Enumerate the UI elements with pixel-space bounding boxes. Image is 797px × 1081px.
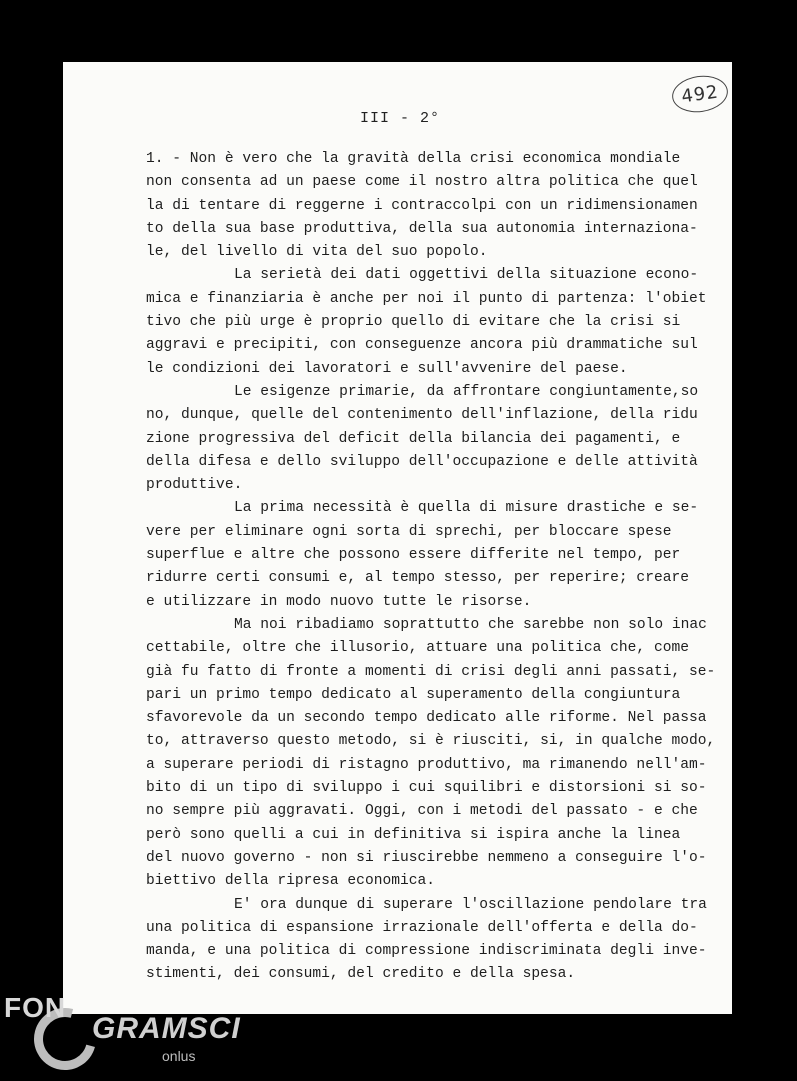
fondazione-gramsci-logo bbox=[0, 990, 241, 1080]
text-line: le, del livello di vita del suo popolo. bbox=[146, 244, 488, 261]
text-line: bito di un tipo di sviluppo i cui squilibri e distorsioni si so- bbox=[146, 780, 707, 797]
text-line: le condizioni dei lavoratori e sull'avvenire del paese. bbox=[146, 360, 628, 377]
text-line: no, dunque, quelle del contenimento dell'inflazione, della ridu bbox=[146, 407, 698, 424]
text-line: Ma noi ribadiamo soprattutto che sarebbe non solo inac bbox=[234, 616, 707, 633]
text-line: della difesa e dello sviluppo dell'occupazione e delle attività bbox=[146, 453, 698, 470]
text-line: produttive. bbox=[146, 477, 243, 494]
text-line: non consenta ad un paese come il nostro altra politica che quel bbox=[146, 174, 698, 191]
text-line: 1. - Non è vero che la gravità della crisi economica mondiale bbox=[146, 151, 681, 167]
text-line: to, attraverso questo metodo, si è riusciti, si, in qualche modo, bbox=[146, 733, 716, 750]
body-text bbox=[146, 148, 716, 987]
logo-text-fon: FON bbox=[4, 992, 67, 1023]
text-line: tivo che più urge è proprio quello di evitare che la crisi si bbox=[146, 314, 681, 331]
text-line: sfavorevole da un secondo tempo dedicato alle riforme. Nel passa bbox=[146, 710, 707, 727]
text-line: vere per eliminare ogni sorta di sprechi, per bloccare spese bbox=[146, 523, 672, 540]
text-line: zione progressiva del deficit della bilancia dei pagamenti, e bbox=[146, 430, 681, 447]
text-line: biettivo della ripresa economica. bbox=[146, 873, 436, 890]
page-number-stamp: 492 bbox=[670, 72, 730, 115]
text-line: pari un primo tempo dedicato al superamento della congiuntura bbox=[146, 686, 681, 703]
text-line: del nuovo governo - non si riuscirebbe nemmeno a conseguire l'o- bbox=[146, 849, 707, 866]
text-line: E' ora dunque di superare l'oscillazione pendolare tra bbox=[234, 896, 707, 913]
text-line: aggravi e precipiti, con conseguenze ancora più drammatiche sul bbox=[146, 337, 698, 354]
text-line: mica e finanziaria è anche per noi il punto di partenza: l'obiet bbox=[146, 290, 707, 307]
text-line: stimenti, dei consumi, del credito e della spesa. bbox=[146, 966, 576, 983]
text-line: superflue e altre che possono essere differite nel tempo, per bbox=[146, 547, 681, 564]
section-heading: III - 2° bbox=[360, 110, 441, 127]
text-line: La serietà dei dati oggettivi della situazione econo- bbox=[234, 267, 699, 284]
text-line: però sono quelli a cui in definitiva si ispira anche la linea bbox=[146, 826, 681, 843]
text-line: già fu fatto di fronte a momenti di crisi degli anni passati, se- bbox=[146, 663, 716, 680]
text-line: no sempre più aggravati. Oggi, con i metodi del passato - e che bbox=[146, 803, 698, 820]
text-line: manda, e una politica di compressione indiscriminata degli inve- bbox=[146, 943, 707, 960]
text-line: Le esigenze primarie, da affrontare congiuntamente,so bbox=[234, 383, 699, 400]
text-line: ridurre certi consumi e, al tempo stesso, per reperire; creare bbox=[146, 570, 689, 587]
text-line: e utilizzare in modo nuovo tutte le risorse. bbox=[146, 593, 532, 610]
text-line: la di tentare di reggerne i contraccolpi con un ridimensionamen bbox=[146, 197, 698, 214]
logo-text-gramsci: GRAMSCI bbox=[92, 1012, 241, 1045]
text-line: to della sua base produttiva, della sua autonomia internaziona- bbox=[146, 220, 698, 237]
logo-text-onlus: onlus bbox=[162, 1048, 196, 1064]
text-line: cettabile, oltre che illusorio, attuare una politica che, come bbox=[146, 640, 689, 657]
text-line: La prima necessità è quella di misure drastiche e se- bbox=[234, 500, 699, 517]
text-line: una politica di espansione irrazionale dell'offerta e della do- bbox=[146, 919, 698, 936]
text-line: a superare periodi di ristagno produttivo, ma rimanendo nell'am- bbox=[146, 756, 707, 773]
